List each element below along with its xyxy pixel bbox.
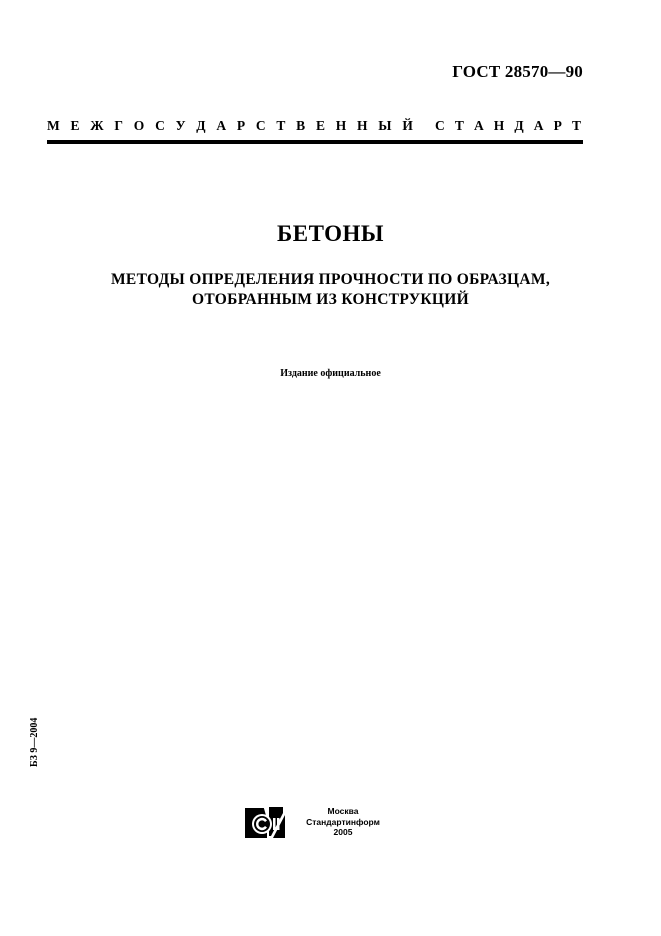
- letter: В: [296, 118, 306, 133]
- letter: С: [255, 118, 266, 133]
- letter: Д: [196, 118, 206, 133]
- standard-type: [47, 118, 581, 134]
- bz-code: БЗ 9—2004: [29, 717, 40, 767]
- letter: Н: [357, 118, 368, 133]
- publisher-city: Москва: [327, 806, 359, 816]
- gost-number: ГОСТ 28570—90: [452, 62, 583, 81]
- letter: Ы: [378, 118, 392, 133]
- letter: Н: [335, 118, 347, 133]
- letter: Е: [70, 118, 80, 133]
- letter: Ж: [90, 118, 104, 133]
- standard-type-word-2: [435, 118, 581, 134]
- letter: Т: [276, 118, 286, 133]
- letter: Й: [402, 118, 413, 133]
- standartinform-logo-icon: [245, 805, 285, 838]
- letter: О: [133, 118, 145, 133]
- letter: Г: [114, 118, 124, 133]
- subtitle-line-2: ОТОБРАННЫМ ИЗ КОНСТРУКЦИЙ: [192, 291, 469, 308]
- publisher-year: 2005: [333, 827, 353, 837]
- letter: Р: [236, 118, 246, 133]
- letter: Н: [493, 118, 505, 133]
- header-rule: [47, 140, 583, 144]
- letter: Е: [315, 118, 325, 133]
- letter: Т: [454, 118, 464, 133]
- letter: А: [533, 118, 544, 133]
- standard-type-word-1: [47, 118, 413, 134]
- letter: М: [47, 118, 60, 133]
- letter: Р: [553, 118, 562, 133]
- document-subtitle: [60, 270, 601, 310]
- letter: С: [435, 118, 445, 133]
- letter: Д: [514, 118, 524, 133]
- letter: С: [155, 118, 165, 133]
- edition-label: Издание официальное: [280, 368, 381, 379]
- document-title: БЕТОНЫ: [277, 221, 384, 246]
- subtitle-line-1: МЕТОДЫ ОПРЕДЕЛЕНИЯ ПРОЧНОСТИ ПО ОБРАЗЦАМ,: [111, 271, 550, 288]
- publisher-block: [298, 806, 388, 838]
- letter: У: [175, 118, 186, 133]
- letter: А: [216, 118, 227, 133]
- letter: Т: [571, 118, 581, 133]
- letter: А: [473, 118, 484, 133]
- publisher-name: Стандартинформ: [306, 816, 380, 827]
